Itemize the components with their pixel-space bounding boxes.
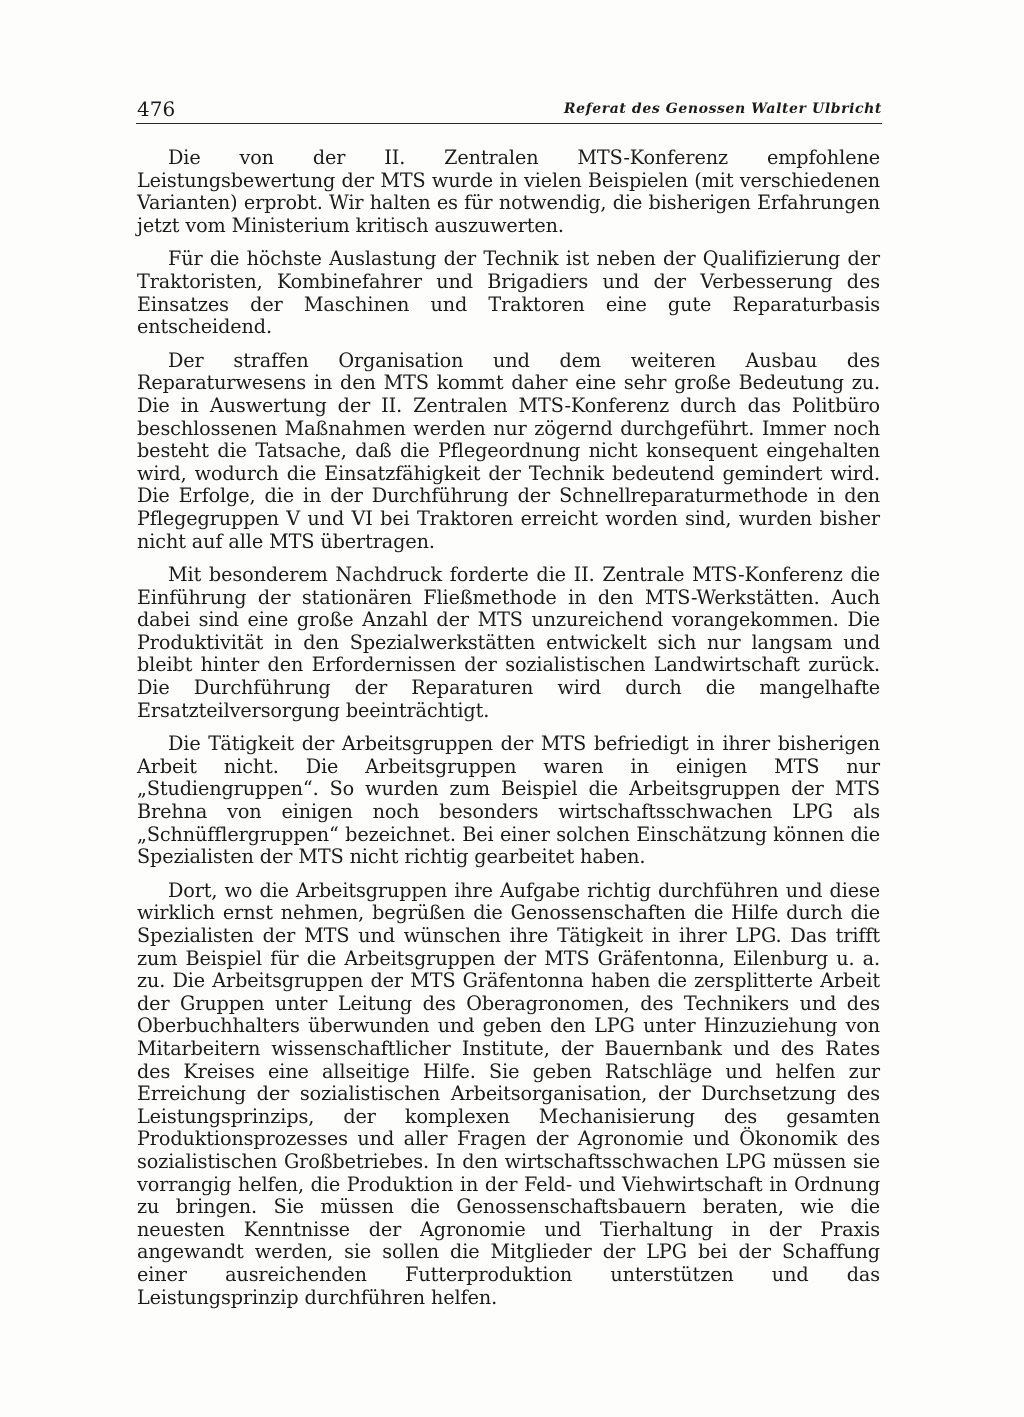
paragraph-reparaturbasis: Für die höchste Auslastung der Technik ist neben der Qualifizierung der Traktoristen, Kombinefahrer und Brigadiers und der Verbesserung des Einsatzes der Maschinen und Traktoren eine gute Reparaturbasis entscheidend. bbox=[137, 247, 880, 339]
paragraph-hilfe-der-spezialisten: Dort, wo die Arbeitsgruppen ihre Aufgabe richtig durchführen und diese wirklich ernst nehmen, begrüßen die Genossenschaften die Hilfe durch die Spezialisten der MTS und wünschen ihre Tätigkeit in ihrer LPG. Das trifft zum Beispiel für die Arbeitsgruppen der MTS Gräfentonna, Eilenburg u. a. zu. Die Arbeitsgruppen der MTS Gräfentonna haben die zersplitterte Arbeit der Gruppen unter Leitung des Oberagronomen, des Technikers und des Oberbuchhalters überwunden und geben den LPG unter Hinzuziehung von Mitarbeitern wissenschaftlicher Institute, der Bauernbank und des Rates des Kreises eine allseitige Hilfe. Sie geben Ratschläge und helfen zur Erreichung der sozialistischen Arbeitsorganisation, der Durchsetzung des Leistungsprinzips, der komplexen Mechanisierung des gesamten Produktionsprozesses und aller Fragen der Agronomie und Ökonomik des sozialistischen Großbetriebes. In den wirtschaftsschwachen LPG müssen sie vorrangig helfen, die Produktion in der Feld- und Viehwirtschaft in Ordnung zu bringen. Sie müssen die Genossenschaftsbauern beraten, wie die neuesten Kenntnisse der Agronomie und Tierhaltung in der Praxis angewandt werden, sie sollen die Mitglieder der LPG bei der Schaffung einer ausreichenden Futterproduktion unterstützen und das Leistungsprinzip durchführen helfen. bbox=[137, 878, 880, 1309]
running-header bbox=[136, 97, 882, 124]
body-text bbox=[137, 147, 880, 1309]
paragraph-leistungsbewertung: Die von der II. Zentralen MTS-Konferenz empfohlene Leistungsbewertung der MTS wurde in vielen Beispielen (mit verschiedenen Varianten) erprobt. Wir halten es für notwendig, die bisherigen Erfahrungen jetzt vom Ministerium kritisch auszuwerten. bbox=[137, 146, 880, 237]
page-number: 476 bbox=[137, 97, 176, 121]
paragraph-arbeitsgruppen: Die Tätigkeit der Arbeitsgruppen der MTS befriedigt in ihrer bisherigen Arbeit nicht. Die Arbeitsgruppen waren in einigen MTS nur „Studiengruppen“. So wurden zum Beispiel die Arbeitsgruppen der MTS Brehna von einigen noch besonders wirtschaftsschwachen LPG als „Schnüfflergruppen“ bezeichnet. Bei einer solchen Einschätzung können die Spezialisten der MTS nicht richtig gearbeitet haben. bbox=[137, 732, 880, 869]
paragraph-reparaturwesen: Der straffen Organisation und dem weiteren Ausbau des Reparaturwesens in den MTS kommt daher eine sehr große Bedeutung zu. Die in Auswertung der II. Zentralen MTS-Konferenz durch das Politbüro beschlossenen Maßnahmen werden nur zögernd durchgeführt. Immer noch besteht die Tatsache, daß die Pflegeordnung nicht konsequent eingehalten wird, wodurch die Einsatzfähigkeit der Technik bedeutend gemindert wird. Die Erfolge, die in der Durchführung der Schnellreparaturmethode in den Pflegegruppen V und VI bei Traktoren erreicht worden sind, wurden bisher nicht auf alle MTS übertragen. bbox=[137, 348, 880, 553]
paragraph-fliessmethode: Mit besonderem Nachdruck forderte die II. Zentrale MTS-Konferenz die Einführung der stationären Fließmethode in den MTS-Werkstätten. Auch dabei sind eine große Anzahl der MTS unzureichend vorangekommen. Die Produktivität in den Spezialwerkstätten entwickelt sich nur langsam und bleibt hinter den Erfordernissen der sozialistischen Landwirtschaft zurück. Die Durchführung der Reparaturen wird durch die mangelhafte Ersatzteilversorgung beeinträchtigt. bbox=[137, 563, 880, 722]
running-title: Referat des Genossen Walter Ulbricht bbox=[563, 101, 882, 117]
